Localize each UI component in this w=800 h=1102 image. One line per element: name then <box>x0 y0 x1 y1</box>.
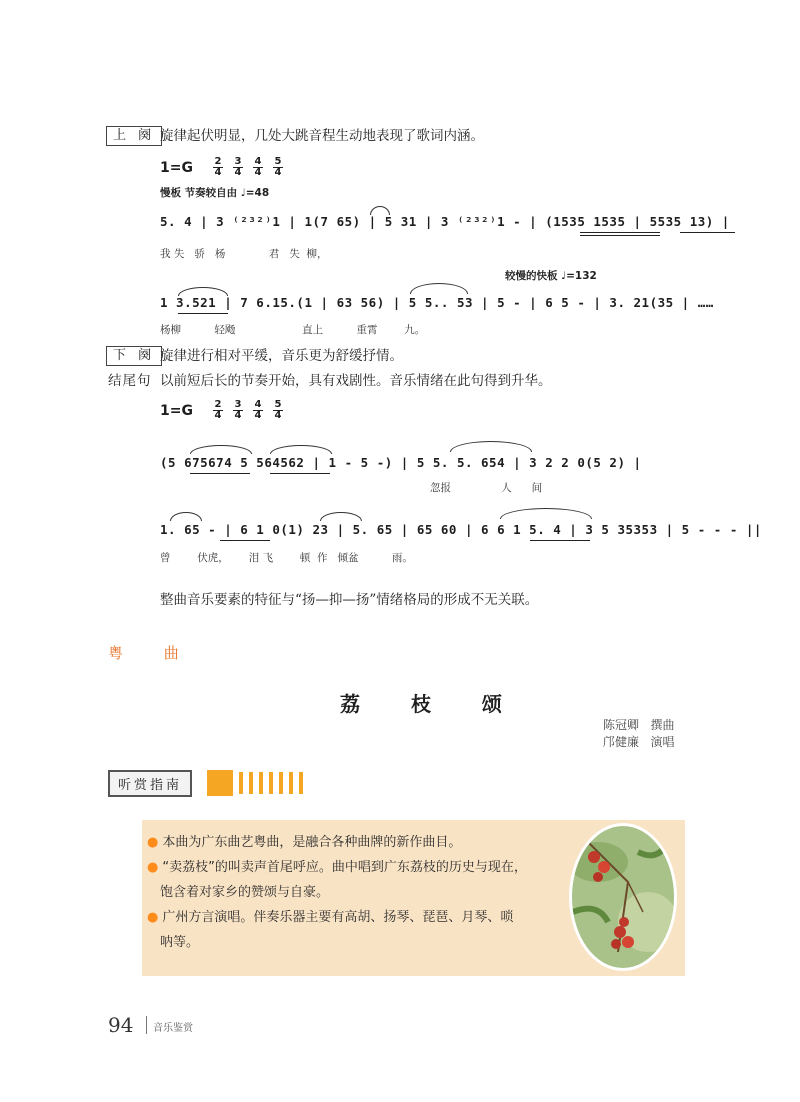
footer-book-title: 音乐鉴赏 <box>153 1023 193 1034</box>
notation-line-2: 1 3.521 | 7 6.15.(1 | 63 56) | 5 5.. 53 | 5 - | 6 5 - | 3. 21(35 | …… <box>160 295 714 310</box>
meter-lower-2: $\frac{3}{4}$ <box>234 399 242 421</box>
meter-upper-2: $\frac{3}{4}$ <box>234 156 242 178</box>
guide-stripes <box>207 770 317 796</box>
slur <box>370 206 390 215</box>
meter-upper-3: $\frac{4}{4}$ <box>254 156 262 178</box>
section-title: 粤 曲 <box>108 644 197 662</box>
guide-item-3: ● 广州方言演唱。伴奏乐器主要有高胡、扬琴、琵琶、月琴、唢 <box>147 910 514 925</box>
slur <box>410 283 468 294</box>
beam-line <box>270 473 330 474</box>
slur <box>450 441 532 452</box>
beam-line <box>190 473 250 474</box>
notation-line-4: 1. 65 - | 6 1 0(1) 23 | 5. 65 | 65 60 | 6 6 1 5. 4 | 3 5 35353 | 5 - - - || <box>160 522 762 537</box>
bullet-icon: ● <box>147 860 159 875</box>
meter-lower-3: $\frac{4}{4}$ <box>254 399 262 421</box>
beam-line <box>530 540 590 541</box>
lyrics-line-2: 杨柳 轻飏 直上 重霄 九。 <box>160 324 426 336</box>
credit-singer: 邝健廉 演唱 <box>603 735 675 749</box>
lyrics-line-4: 曾 伏虎， 泪 飞 顿 作 倾盆 雨。 <box>160 552 413 564</box>
lower-text: 旋律进行相对平缓，音乐更为舒缓抒情。 <box>160 348 403 364</box>
meter-upper-1: $\frac{2}{4}$ <box>214 156 222 178</box>
tempo-marking-1: 慢板 节奏较自由 ♩=48 <box>160 187 270 199</box>
guide-item-1: ● 本曲为广东曲艺粤曲，是融合各种曲牌的新作曲目。 <box>147 835 462 850</box>
stripe-decoration <box>207 770 317 796</box>
slur <box>270 445 332 454</box>
key-signature-upper: 1=G <box>160 160 193 176</box>
meter-upper-4: $\frac{5}{4}$ <box>274 156 282 178</box>
bullet-icon: ● <box>147 910 159 925</box>
slur <box>178 287 228 296</box>
key-signature-lower: 1=G <box>160 403 193 419</box>
credit-composer: 陈冠卿 撰曲 <box>603 718 675 732</box>
lychee-image <box>568 822 678 972</box>
notation-line-1: 5. 4 | 3 ⁽²³²⁾1 | 1(7 65) | 5 31 | 3 ⁽²³²⁾1 - | (1535 1535 | 5535 13) | <box>160 214 730 229</box>
guide-item-2: ● “卖荔枝”的叫卖声首尾呼应。曲中唱到广东荔枝的历史与现在， <box>147 860 527 875</box>
ending-text: 以前短后长的节奏开始，具有戏剧性。音乐情绪在此句得到升华。 <box>160 373 552 389</box>
upper-label: 上 阕 <box>106 126 162 146</box>
beam-line <box>580 235 660 236</box>
lower-label: 下 阕 <box>106 346 162 366</box>
song-title: 荔 枝 颂 <box>340 692 524 716</box>
slur <box>170 512 202 521</box>
slur <box>500 508 592 519</box>
summary-text: 整曲音乐要素的特征与“扬—抑—扬”情绪格局的形成不无关联。 <box>160 592 539 608</box>
slur <box>190 445 252 454</box>
beam-line <box>680 232 735 233</box>
notation-staff-3 <box>160 455 675 489</box>
tempo-marking-2: 较慢的快板 ♩=132 <box>505 270 597 282</box>
bullet-icon: ● <box>147 835 159 850</box>
guide-item-2-cont: 饱含着对家乡的赞颂与自豪。 <box>160 885 330 900</box>
footer-divider <box>146 1016 147 1034</box>
page-number: 94 <box>108 1013 134 1037</box>
notation-line-3: (5 675674 5 564562 | 1 - 5 -) | 5 5. 5. 654 | 3 2 2 0(5 2) | <box>160 455 642 470</box>
lyrics-line-1: 我 失 骄 杨 君 失 柳， <box>160 248 328 260</box>
beam-line <box>220 540 270 541</box>
guide-item-3-cont: 呐等。 <box>160 935 200 950</box>
upper-text: 旋律起伏明显，几处大跳音程生动地表现了歌词内涵。 <box>160 128 484 144</box>
notation-staff-1 <box>160 214 730 248</box>
guide-tag: 听赏指南 <box>108 770 192 797</box>
meter-lower-4: $\frac{5}{4}$ <box>274 399 282 421</box>
ending-label: 结尾句 <box>108 373 152 389</box>
beam-line <box>178 313 228 314</box>
slur <box>320 512 362 521</box>
meter-lower-1: $\frac{2}{4}$ <box>214 399 222 421</box>
lychee-illustration <box>568 822 678 972</box>
lyrics-line-3: 忽报 人 间 <box>430 482 543 494</box>
beam-line <box>580 232 660 233</box>
